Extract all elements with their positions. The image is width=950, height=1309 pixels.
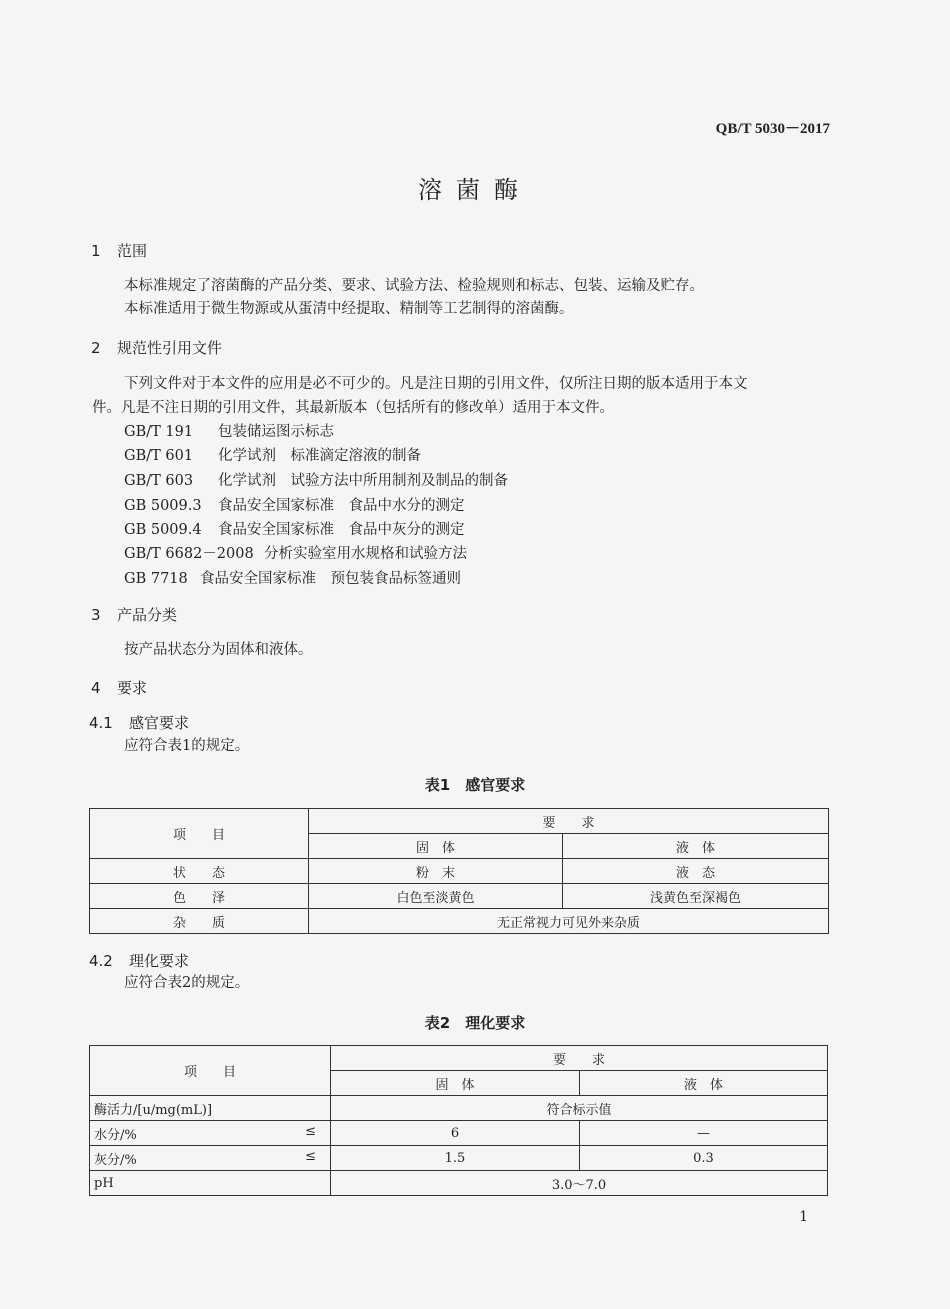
table-row: pH 3.0～7.0	[90, 1171, 828, 1196]
table-header: 液 体	[563, 834, 829, 859]
table-header: 项 目	[90, 1046, 331, 1096]
section-2-heading	[91, 337, 222, 358]
section-4-2-para: 应符合表2的规定。	[124, 975, 250, 991]
table-row: 杂 质 无正常视力可见外来杂质	[90, 909, 829, 934]
table-row: 灰分/% ≤ 1.5 0.3	[90, 1146, 828, 1171]
section-number: 4.1	[89, 714, 113, 732]
table-header: 项 目	[90, 809, 309, 859]
table-2-caption: 表2 理化要求	[424, 1014, 526, 1032]
table-row: 色 泽 白色至淡黄色 浅黄色至深褐色	[90, 884, 829, 909]
section-2-para-line-1: 下列文件对于本文件的应用是必不可少的。凡是注日期的引用文件，仅所注日期的版本适用于本文	[124, 376, 748, 392]
document-title: 溶菌酶	[418, 176, 532, 204]
table-row: 水分/% ≤ 6 —	[90, 1121, 828, 1146]
section-number: 4	[91, 679, 101, 697]
reference-item: GB/T 601 化学试剂 标准滴定溶液的制备	[124, 448, 421, 464]
standard-code: QB/T 5030－2017	[715, 121, 830, 137]
reference-item: GB/T 6682－2008 分析实验室用水规格和试验方法	[124, 546, 467, 562]
section-number: 2	[91, 339, 101, 357]
table-header: 要 求	[309, 809, 829, 834]
reference-item: GB/T 603 化学试剂 试验方法中所用制剂及制品的制备	[124, 473, 508, 489]
section-1-heading	[91, 240, 147, 261]
section-number: 1	[91, 242, 101, 260]
reference-item: GB/T 191 包装储运图示标志	[124, 424, 334, 440]
section-4-2-heading	[89, 950, 189, 971]
section-4-1-heading	[89, 712, 189, 733]
section-title: 感官要求	[129, 714, 190, 732]
table-row: 状 态 粉 末 液 态	[90, 859, 829, 884]
table-1-caption: 表1 感官要求	[424, 776, 526, 794]
section-title: 规范性引用文件	[117, 339, 223, 357]
section-title: 要求	[117, 679, 148, 697]
reference-item: GB 5009.4 食品安全国家标准 食品中灰分的测定	[124, 522, 465, 538]
table-header: 液 体	[580, 1071, 828, 1096]
page-number: 1	[799, 1209, 808, 1225]
section-number: 3	[91, 606, 101, 624]
table-row: 酶活力/[u/mg(mL)] 符合标示值	[90, 1096, 828, 1121]
section-3-heading	[91, 604, 177, 625]
section-1-para-2: 本标准适用于微生物源或从蛋清中经提取、精制等工艺制得的溶菌酶。	[124, 301, 574, 317]
reference-item: GB 5009.3 食品安全国家标准 食品中水分的测定	[124, 498, 465, 514]
le-symbol: ≤	[305, 1149, 316, 1164]
section-4-heading	[91, 677, 147, 698]
section-4-1-para: 应符合表1的规定。	[124, 738, 250, 754]
table-2-physicochemical	[89, 1045, 828, 1196]
section-2-para-line-2: 件。凡是不注日期的引用文件，其最新版本（包括所有的修改单）适用于本文件。	[92, 400, 614, 416]
table-1-sensory	[89, 808, 829, 934]
section-title: 范围	[117, 242, 148, 260]
reference-item: GB 7718 食品安全国家标准 预包装食品标签通则	[124, 571, 461, 587]
section-number: 4.2	[89, 952, 113, 970]
le-symbol: ≤	[305, 1124, 316, 1139]
table-header: 固 体	[331, 1071, 580, 1096]
section-3-para: 按产品状态分为固体和液体。	[124, 642, 313, 658]
section-title: 理化要求	[129, 952, 190, 970]
table-header: 固 体	[309, 834, 563, 859]
table-header: 要 求	[331, 1046, 828, 1071]
section-title: 产品分类	[117, 606, 178, 624]
section-1-para-1: 本标准规定了溶菌酶的产品分类、要求、试验方法、检验规则和标志、包装、运输及贮存。	[124, 278, 704, 294]
